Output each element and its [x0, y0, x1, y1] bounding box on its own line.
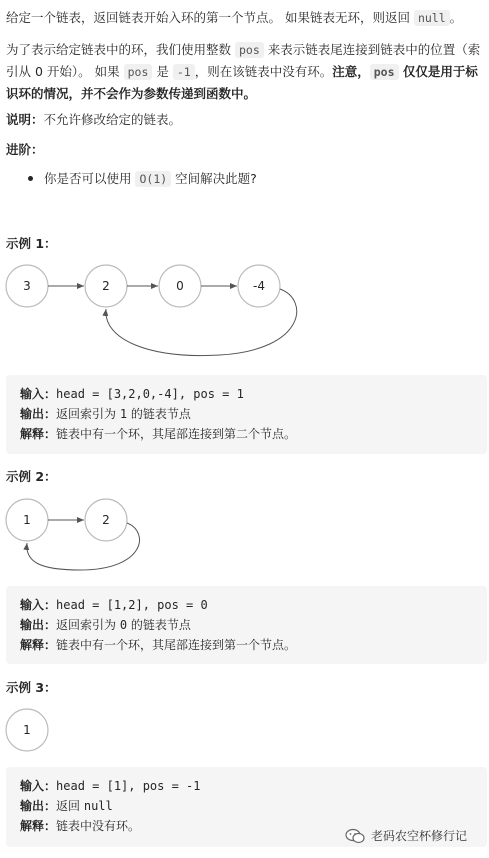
wechat-icon: [345, 828, 365, 844]
node-label: -4: [253, 279, 265, 293]
explain-line: 解释：链表中有一个环，其尾部连接到第一个节点。: [20, 638, 297, 652]
node-label: 1: [23, 723, 31, 737]
example-3-diagram: [0, 703, 100, 763]
input-line: 输入：head = [3,2,0,-4], pos = 1: [20, 387, 244, 401]
example-2-codebox: [6, 586, 487, 664]
example-3-title: 示例 3：: [6, 680, 57, 695]
output-line: 输出：返回索引为 0 的链表节点: [20, 618, 191, 632]
node-label: 2: [102, 279, 110, 293]
explain-line: 解释：链表中没有环。: [20, 819, 141, 833]
inline-code-pos: pos: [370, 64, 399, 80]
output-line: 输出：返回索引为 1 的链表节点: [20, 407, 191, 421]
node-label: 0: [176, 279, 184, 293]
inline-code-pos: pos: [124, 64, 153, 80]
input-line: 输入：head = [1], pos = -1: [20, 779, 201, 793]
intro-paragraph-1: 给定一个链表，返回链表开始入环的第一个节点。 如果链表无环，则返回 null 。: [6, 10, 463, 25]
example-1-codebox: [6, 375, 487, 454]
example-1-diagram: [0, 255, 489, 365]
watermark: 老码农空杯修行记: [345, 827, 467, 844]
node-label: 3: [23, 279, 31, 293]
node-label: 1: [23, 513, 31, 527]
inline-code-pos: pos: [235, 42, 264, 58]
intro-paragraph-2: 为了表示给定链表中的环，我们使用整数 pos 来表示链表尾连接到链表中的位置（索引从 0 开始）。 如果 pos 是 -1 ，则在该链表中没有环。注意， pos 仅仅是用于标识环的情况，并不会作为参数传递到函数中。: [6, 42, 481, 101]
note-paragraph: 说明：不允许修改给定的链表。: [6, 112, 182, 127]
advanced-heading: 进阶：: [6, 142, 44, 157]
node-label: 2: [102, 513, 110, 527]
bullet-dot: [28, 176, 33, 181]
inline-code-o1: O(1): [135, 171, 171, 187]
explain-line: 解释：链表中有一个环，其尾部连接到第二个节点。: [20, 427, 297, 441]
example-2-diagram: [0, 492, 489, 577]
inline-code-null: null: [414, 10, 450, 26]
advanced-bullet: 你是否可以使用 O(1) 空间解决此题?: [44, 171, 257, 186]
input-line: 输入：head = [1,2], pos = 0: [20, 598, 208, 612]
example-2-title: 示例 2：: [6, 469, 57, 484]
inline-code-minus-one: -1: [173, 64, 195, 80]
output-line: 输出：返回 null: [20, 799, 113, 813]
example-1-title: 示例 1：: [6, 236, 57, 251]
